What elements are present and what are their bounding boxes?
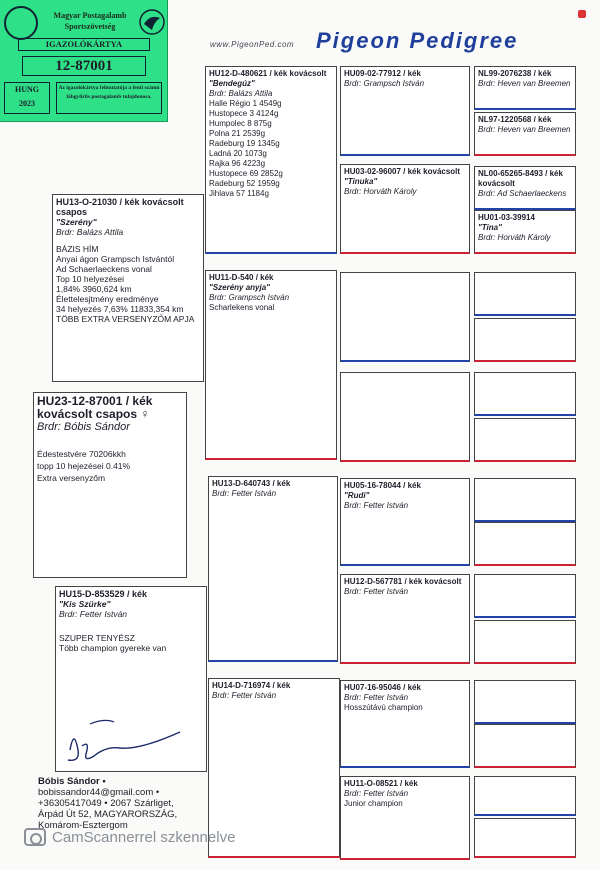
g4-breeder: Brdr: Heven van Breemen	[478, 125, 571, 134]
id-card-country: HUNG	[15, 85, 39, 94]
ss-line: Radeburg 19 1345g	[209, 139, 280, 148]
id-card-number: 12-87001	[22, 56, 146, 76]
sire-line: Ad Schaerlaeckens vonal	[56, 264, 152, 274]
dds-breeder: Brdr: Fetter István	[344, 693, 409, 702]
sd-breeder: Brdr: Grampsch István	[209, 293, 290, 302]
dss-id: HU05-16-78044 / kék	[344, 481, 421, 490]
id-card-org: Magyar Postagalamb Sportszövetség	[53, 11, 127, 31]
ss-name: "Bendegúz"	[209, 79, 255, 88]
g4-box-12	[474, 620, 576, 664]
ss-line: Polna 21 2539g	[209, 129, 266, 138]
ss-line: Ladná 20 1073g	[209, 149, 267, 158]
ggp-box-3	[340, 272, 470, 362]
subject-line: topp 10 hejezései 0.41%	[37, 461, 131, 471]
ggp-box-4	[340, 372, 470, 462]
g4-box-4	[474, 210, 576, 254]
dd-breeder: Brdr: Fetter István	[212, 691, 277, 700]
sss-id: HU09-02-77912 / kék	[344, 69, 421, 78]
g4-id: NL99-2076238 / kék	[478, 69, 552, 78]
ddd-id: HU11-O-08521 / kék	[344, 779, 418, 788]
scanner-watermark	[24, 826, 235, 848]
sire-line: 34 helyezés 7,63% 11833,354 km	[56, 304, 184, 314]
g4-breeder: Brdr: Ad Schaerlaeckens	[478, 189, 567, 198]
owner-contact	[38, 776, 177, 831]
dds-id: HU07-16-95046 / kék	[344, 683, 421, 692]
sire-name: "Szerény"	[56, 217, 97, 227]
camscanner-icon	[24, 828, 46, 846]
dss-name: "Rudi"	[344, 491, 370, 500]
ggp-box-2	[340, 164, 470, 254]
ggp-box-1	[340, 66, 470, 156]
ss-line: Halle Régio 1 4549g	[209, 99, 282, 108]
g4-box-8	[474, 418, 576, 462]
dam-breeder: Brdr: Fetter István	[59, 609, 128, 619]
federation-logo-icon	[4, 6, 38, 40]
site-logo: www.PigeonPed.com	[210, 40, 295, 49]
ss-id: HU12-D-480621 / kék kovácsolt	[209, 69, 327, 78]
sire-line: Élettelesjtmény eredménye	[56, 294, 159, 304]
sire-line: Anyai ágon Grampsch Istvántól	[56, 254, 175, 264]
pigeon-stamp-icon	[138, 6, 166, 38]
owner-line: bobissandor44@gmail.com •	[38, 787, 160, 798]
ss-line: Radeburg 52 1959g	[209, 179, 280, 188]
g4-box-11	[474, 574, 576, 618]
sire-breeder: Brdr: Balázs Attila	[56, 227, 124, 237]
dds-line: Hosszútávú champion	[344, 703, 423, 712]
g4-box-9	[474, 478, 576, 522]
watermark-text: CamScannerrel szkennelve	[52, 828, 236, 846]
sd-line: Scharlekens vonal	[209, 303, 275, 312]
ss-line: Hustopece 3 4124g	[209, 109, 279, 118]
owner-line: Árpád Út 52, MAGYARORSZÁG,	[38, 809, 178, 820]
ss-breeder: Brdr: Balázs Attila	[209, 89, 273, 98]
g4-name: "Tina"	[478, 223, 502, 232]
dam-name: "Kis Szürke"	[59, 599, 111, 609]
subject-line: Édestestvére 70206kkh	[37, 449, 126, 459]
subject-box	[33, 392, 187, 578]
owner-line: Komárom-Esztergom	[38, 820, 128, 831]
sire-box	[52, 194, 204, 382]
g4-box-16	[474, 818, 576, 858]
dam-line: SZUPER TENYÉSZ	[59, 633, 135, 643]
sire-dam-box	[205, 270, 337, 460]
dam-line: Több champion gyereke van	[59, 643, 167, 653]
corner-mark	[578, 10, 586, 18]
dsd-id: HU12-D-567781 / kék kovácsolt	[344, 577, 462, 586]
dsd-breeder: Brdr: Fetter István	[344, 587, 409, 596]
dss-breeder: Brdr: Fetter István	[344, 501, 409, 510]
sire-line: 1,84% 3960,624 km	[56, 284, 132, 294]
ggp-box-8	[340, 776, 470, 860]
sire-line: TÖBB EXTRA VERSENYZŐM APJA	[56, 314, 195, 324]
sire-line: BÁZIS HÍM	[56, 244, 99, 254]
g4-id: HU01-03-39914	[478, 213, 535, 222]
ss-line: Hustopece 69 2852g	[209, 169, 283, 178]
g4-box-15	[474, 776, 576, 816]
sire-sire-box	[205, 66, 337, 254]
g4-box-10	[474, 522, 576, 566]
g4-box-7	[474, 372, 576, 416]
ds-breeder: Brdr: Fetter István	[212, 489, 277, 498]
g4-box-13	[474, 680, 576, 724]
subject-id: HU23-12-87001 / kék kovácsolt csapos ♀	[37, 394, 153, 421]
ds-id: HU13-D-640743 / kék	[212, 479, 291, 488]
sire-id: HU13-O-21030 / kék kovácsolt csapos	[56, 197, 184, 217]
id-card	[0, 0, 168, 122]
g4-breeder: Brdr: Horváth Károly	[478, 233, 551, 242]
ddd-breeder: Brdr: Fetter István	[344, 789, 409, 798]
sire-line: Top 10 helyezései	[56, 274, 125, 284]
ss-line: Rajka 96 4223g	[209, 159, 266, 168]
dam-id: HU15-D-853529 / kék	[59, 589, 148, 599]
sss-breeder: Brdr: Grampsch István	[344, 79, 425, 88]
ssd-breeder: Brdr: Horváth Károly	[344, 187, 417, 196]
page-title: Pigeon Pedigree	[316, 28, 519, 53]
g4-box-6	[474, 318, 576, 362]
ss-line: Humpolec 8 875g	[209, 119, 272, 128]
subject-breeder: Brdr: Bóbis Sándor	[37, 421, 130, 433]
ssd-name: "Tinuka"	[344, 177, 378, 186]
ssd-id: HU03-02-96007 / kék kovácsolt	[344, 167, 461, 176]
sd-name: "Szerény anyja"	[209, 283, 270, 292]
g4-box-1	[474, 66, 576, 110]
g4-box-5	[474, 272, 576, 316]
g4-breeder: Brdr: Heven van Breemen	[478, 79, 571, 88]
g4-box-14	[474, 724, 576, 768]
ggp-box-6	[340, 574, 470, 664]
g4-box-3	[474, 166, 576, 210]
ggp-box-7	[340, 680, 470, 768]
dd-id: HU14-D-716974 / kék	[212, 681, 291, 690]
id-card-type: IGAZOLÓKÁRTYA	[18, 38, 150, 51]
sd-id: HU11-D-540 / kék	[209, 273, 274, 282]
dam-sire-box	[208, 476, 338, 662]
g4-id: NL00-65265-8493 / kék kovácsolt	[478, 169, 563, 188]
id-card-year: 2023	[19, 99, 35, 108]
ss-line: Jihlava 57 1184g	[209, 189, 269, 198]
g4-id: NL97-1220568 / kék	[478, 115, 552, 124]
owner-line: +36305417049 • 2067 Szárliget,	[38, 798, 174, 809]
signature	[60, 710, 190, 770]
id-card-note: Az igazolókártya felmutatója a fenti számú lábgyűrűs postagalamb tulajdonosa.	[56, 82, 162, 114]
id-card-country-year	[4, 82, 50, 114]
ddd-line: Junior champion	[344, 799, 403, 808]
subject-line: Extra versenyzőm	[37, 473, 106, 483]
g4-box-2	[474, 112, 576, 156]
owner-name: Bóbis Sándor •	[38, 776, 106, 787]
ggp-box-5	[340, 478, 470, 566]
